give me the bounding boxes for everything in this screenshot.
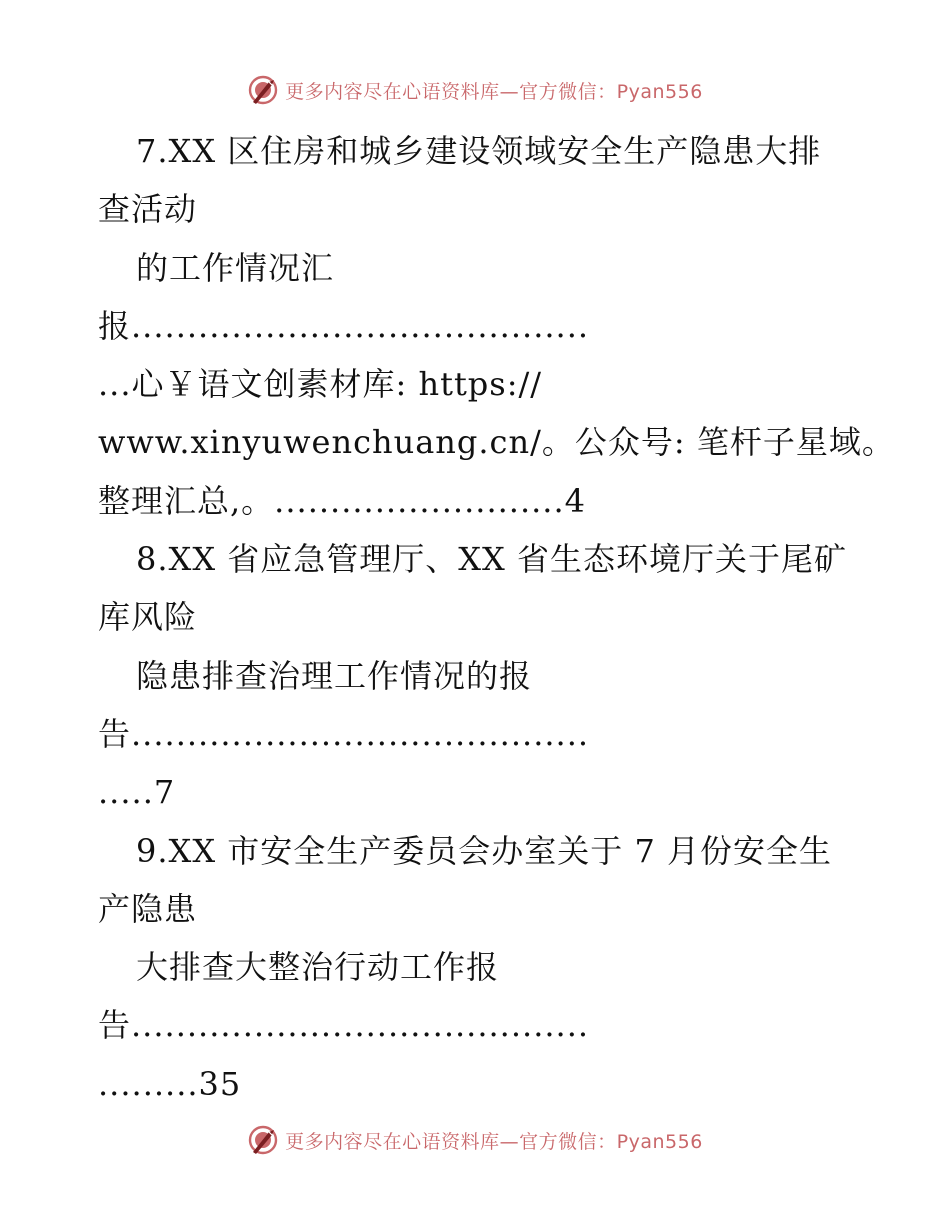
header-watermark — [0, 70, 950, 110]
toc-line: 产隐患 — [98, 889, 198, 928]
toc-line: 库风险 — [98, 598, 198, 637]
toc-line: ...心￥语文创素材库: https:// — [98, 365, 543, 404]
toc-line: 大排查大整治行动工作报 — [136, 948, 500, 987]
toc-content — [98, 122, 895, 1113]
toc-line: www.xinyuwenchuang.cn/。公众号: 笔杆子星域。 — [98, 423, 895, 462]
toc-line: 隐患排查治理工作情况的报 — [136, 656, 533, 695]
toc-line: 整理汇总,。..........................4 — [98, 481, 587, 520]
toc-line: 报......................................... — [98, 306, 590, 345]
quill-logo-icon — [247, 74, 279, 106]
toc-line: 告......................................... — [98, 1006, 590, 1045]
toc-line: 告......................................... — [98, 714, 590, 753]
toc-line: 9.XX 市安全生产委员会办室关于 7 月份安全生 — [136, 831, 832, 870]
toc-line: 查活动 — [98, 190, 198, 229]
toc-line: 7.XX 区住房和城乡建设领域安全生产隐患大排 — [136, 132, 822, 170]
watermark-text: 更多内容尽在心语资料库—官方微信：Pyan556 — [285, 1130, 703, 1153]
toc-line: .....7 — [98, 773, 176, 812]
watermark-text: 更多内容尽在心语资料库—官方微信：Pyan556 — [285, 80, 703, 103]
footer-watermark — [0, 1120, 950, 1160]
toc-line: .........35 — [98, 1064, 242, 1103]
toc-line: 8.XX 省应急管理厅、XX 省生态环境厅关于尾矿 — [136, 540, 848, 579]
toc-line: 的工作情况汇 — [136, 248, 335, 287]
quill-logo-icon — [247, 1124, 279, 1156]
